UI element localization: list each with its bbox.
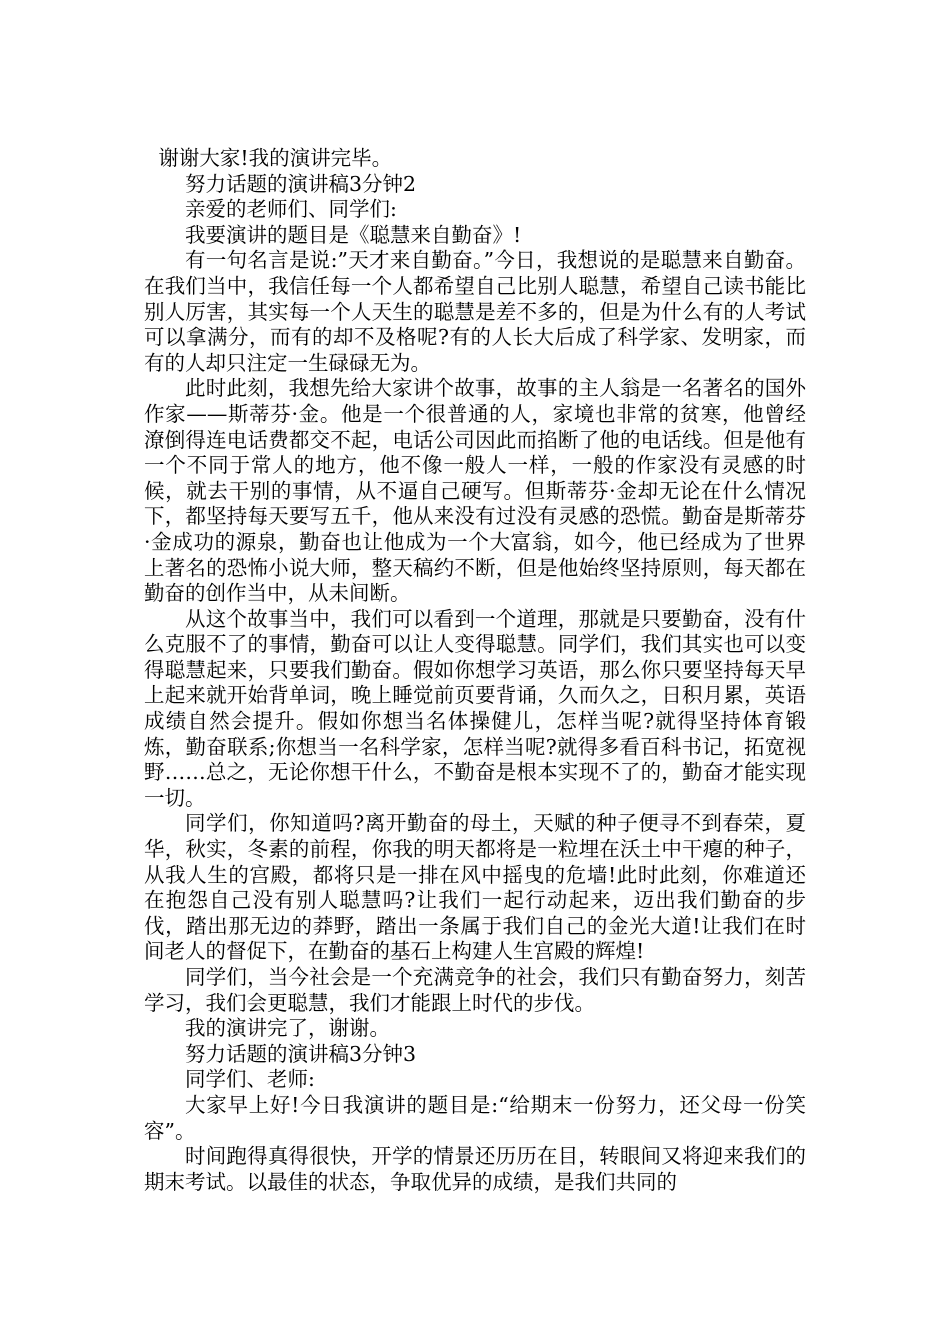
paragraph-closing: 谢谢大家!我的演讲完毕。 — [158, 146, 393, 170]
paragraph: 时间跑得真得很快，开学的情景还历历在目，转眼间又将迎来我们的期末考试。以最佳的状态，争取优异的成绩，是我们共同的 — [144, 1144, 806, 1194]
paragraph: 有一句名言是说:”天才来自勤奋。”今日，我想说的是聪慧来自勤奋。在我们当中，我信任每一个人都希望自己比别人聪慧，希望自己读书能比别人厉害，其实每一个人天生的聪慧是差不多的，但是为什么有的人考试可以拿满分，而有的却不及格呢?有的人长大后成了科学家、发明家，而有的人却只注定一生碌碌无为。 — [144, 248, 806, 375]
paragraph: 大家早上好!今日我演讲的题目是:“给期末一份努力，还父母一份笑容”。 — [144, 1092, 806, 1143]
salutation: 亲爱的老师们、同学们: — [185, 197, 397, 222]
paragraph-closing: 我的演讲完了，谢谢。 — [185, 1016, 390, 1041]
paragraph: 此时此刻，我想先给大家讲个故事，故事的主人翁是一名著名的国外作家——斯蒂芬·金。他是一个很普通的人，家境也非常的贫寒，他曾经潦倒得连电话费都交不起，电话公司因此而掐断了他的电话线。但是他有一个不同于常人的地方，他不像一般人一样，一般的作家没有灵感的时候，就去干别的事情，从不逼自己硬写。但斯蒂芬·金却无论在什么情况下，都坚持每天要写五千，他从来没有过没有灵感的恐慌。勤奋是斯蒂芬·金成功的源泉，勤奋也让他成为一个大富翁，如今，他已经成为了世界上著名的恐怖小说大师，整天稿约不断，但是他始终坚持原则，每天都在勤奋的创作当中，从未间断。 — [144, 376, 806, 606]
paragraph: 同学们，你知道吗?离开勤奋的母土，天赋的种子便寻不到春荣，夏华，秋实，冬素的前程，你我的明天都将是一粒埋在沃土中干瘪的种子，从我人生的宫殿，都将只是一排在风中摇曳的危墙!此时此刻，你难道还在抱怨自己没有别人聪慧吗?让我们一起行动起来，迈出我们勤奋的步伐，踏出那无边的莽野，踏出一条属于我们自己的金光大道!让我们在时间老人的督促下，在勤奋的基石上构建人生宫殿的辉煌! — [144, 811, 806, 964]
section-heading-2: 努力话题的演讲稿3分钟2 — [185, 171, 417, 196]
section-heading-3: 努力话题的演讲稿3分钟3 — [185, 1041, 417, 1066]
speech-title-line: 我要演讲的题目是《聪慧来自勤奋》! — [185, 222, 522, 247]
document-body — [144, 146, 806, 1195]
paragraph: 同学们，当今社会是一个充满竞争的社会，我们只有勤奋努力，刻苦学习，我们会更聪慧，我们才能跟上时代的步伐。 — [144, 965, 806, 1015]
salutation: 同学们、老师: — [185, 1067, 315, 1092]
paragraph: 从这个故事当中，我们可以看到一个道理，那就是只要勤奋，没有什么克服不了的事情，勤奋可以让人变得聪慧。同学们，我们其实也可以变得聪慧起来，只要我们勤奋。假如你想学习英语，那么你只要坚持每天早上起来就开始背单词，晚上睡觉前页要背诵，久而久之，日积月累，英语成绩自然会提升。假如你想当名体操健儿，怎样当呢?就得坚持体育锻炼，勤奋联系;你想当一名科学家，怎样当呢?就得多看百科书记，拓宽视野……总之，无论你想干什么，不勤奋是根本实现不了的，勤奋才能实现一切。 — [144, 606, 806, 810]
